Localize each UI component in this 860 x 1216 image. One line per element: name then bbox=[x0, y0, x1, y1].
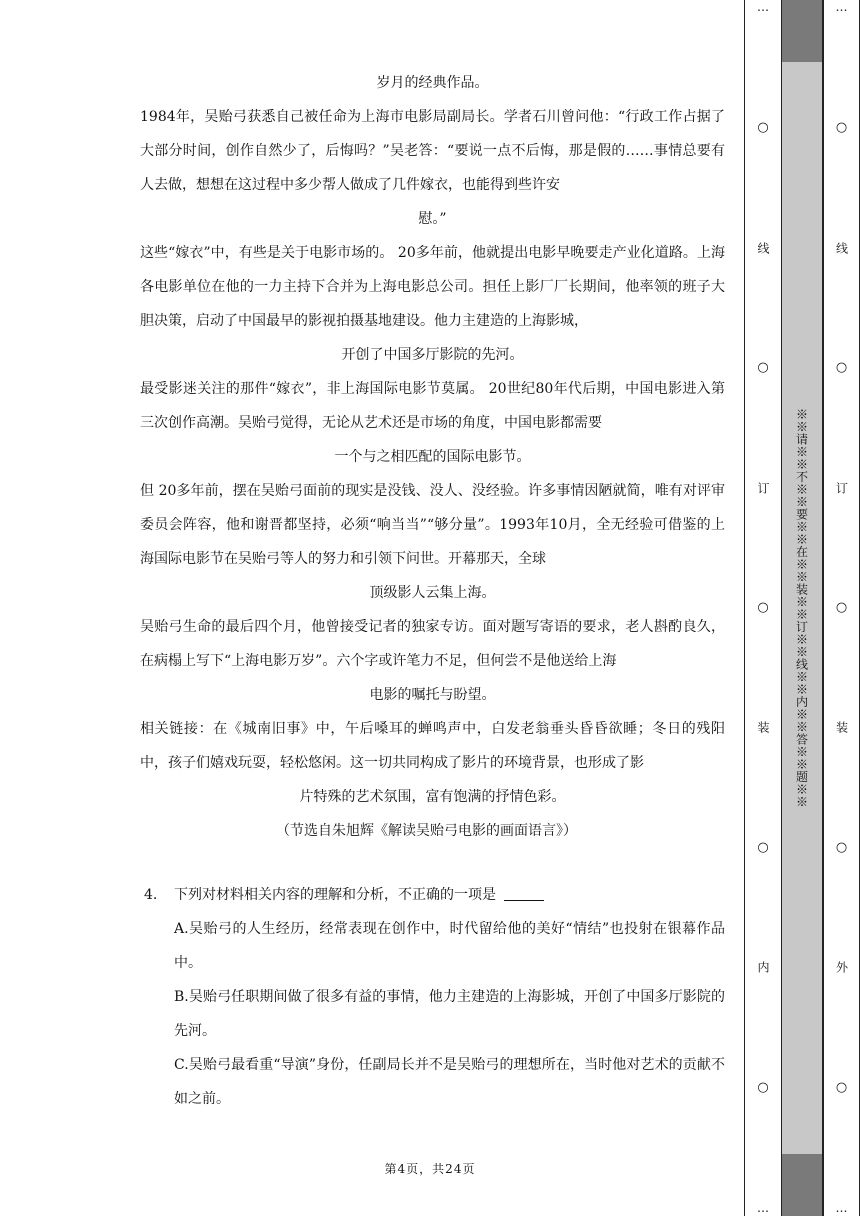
inner-char-xian: 线 bbox=[756, 241, 770, 255]
binding-strip-inner bbox=[744, 0, 782, 1216]
answer-blank[interactable] bbox=[504, 882, 544, 901]
document-body bbox=[140, 66, 725, 1116]
binding-notice-band bbox=[782, 0, 823, 1216]
question-number: 4. bbox=[144, 887, 158, 903]
question-4 bbox=[140, 878, 725, 912]
binding-notice: ※※请※※不※※要※※在※※装※※订※※线※※内※※答※※题※※ bbox=[794, 408, 809, 808]
option-a[interactable]: A.吴贻弓的人生经历，经常表现在创作中，时代留给他的美好“情结”也投射在银幕作品中。 bbox=[174, 921, 725, 971]
outer-char-wai: 外 bbox=[834, 961, 849, 975]
paragraph-3: 最受影迷关注的那件“嫁衣”，非上海国际电影节莫属。 20世纪80年代后期，中国电影进入第三次创作高潮。吴贻弓觉得，无论从艺术还是市场的角度，中国电影都需要 一个与之相匹配的国际电影节。 bbox=[140, 381, 725, 465]
inner-char-ding: 订 bbox=[756, 481, 770, 495]
binding-strip-outer bbox=[823, 0, 860, 1216]
paragraph-1: 1984年，吴贻弓获悉自己被任命为上海市电影局副局长。学者石川曾问他：“行政工作占据了大部分时间，创作自然少了，后悔吗？”吴老答：“要说一点不后悔，那是假的……事情总要有人去做，想想在这过程中多少帮人做成了几件嫁衣，也能得到些许安 慰。” bbox=[140, 109, 725, 227]
option-b[interactable]: B.吴贻弓任职期间做了很多有益的事情，他力主建造的上海影城，开创了中国多厅影院的先河。 bbox=[174, 989, 725, 1039]
outer-binding-marks: … ○ 线 ○ 订 ○ 装 ○ 外 ○ … bbox=[834, 0, 849, 1216]
inner-char-zhuang: 装 bbox=[756, 721, 770, 735]
outer-char-xian: 线 bbox=[834, 241, 849, 255]
inner-binding-marks: … ○ 线 ○ 订 ○ 装 ○ 内 ○ … bbox=[755, 0, 771, 1216]
paragraph-0: 岁月的经典作品。 bbox=[376, 75, 489, 91]
question-stem: 下列对材料相关内容的理解和分析，不正确的一项是 bbox=[174, 887, 496, 903]
option-c[interactable]: C.吴贻弓最看重“导演”身份，任副局长并不是吴贻弓的理想所在，当时他对艺术的贡献不如之前。 bbox=[174, 1057, 725, 1107]
page-footer: 第4页，共24页 bbox=[384, 1162, 476, 1176]
paragraph-5: 吴贻弓生命的最后四个月，他曾接受记者的独家专访。面对题写寄语的要求，老人斟酌良久，在病榻上写下“上海电影万岁”。六个字或许笔力不足，但何尝不是他送给上海 电影的嘱托与盼望。 bbox=[140, 619, 725, 703]
paragraph-2: 这些“嫁衣”中，有些是关于电影市场的。 20多年前，他就提出电影早晚要走产业化道路。上海各电影单位在他的一力主持下合并为上海电影总公司。担任上影厂厂长期间，他率领的班子大胆决策，启动了中国最早的影视拍摄基地建设。他力主建造的上海影城， 开创了中国多厅影院的先河。 bbox=[140, 245, 725, 363]
outer-char-ding: 订 bbox=[834, 481, 849, 495]
outer-char-zhuang: 装 bbox=[834, 721, 849, 735]
paragraph-4: 但 20多年前，摆在吴贻弓面前的现实是没钱、没人、没经验。许多事情因陋就简，唯有对评审委员会阵容，他和谢晋都坚持，必须“响当当”“够分量”。1993年10月，全无经验可借鉴的上海国际电影节在吴贻弓等人的努力和引领下问世。开幕那天，全球 顶级影人云集上海。 bbox=[140, 483, 725, 601]
inner-char-nei: 内 bbox=[756, 961, 770, 975]
paragraph-6: 相关链接：在《城南旧事》中，午后嗓耳的蝉鸣声中，白发老翁垂头昏昏欲睡；冬日的残阳中，孩子们嬉戏玩耍，轻松悠闲。这一切共同构成了影片的环境背景，也形成了影 片特殊的艺术氛围，富有饱满的抒情色彩。 bbox=[140, 721, 725, 805]
source-citation: （节选自朱旭辉《解读吴贻弓电影的画面语言》） bbox=[276, 823, 577, 839]
